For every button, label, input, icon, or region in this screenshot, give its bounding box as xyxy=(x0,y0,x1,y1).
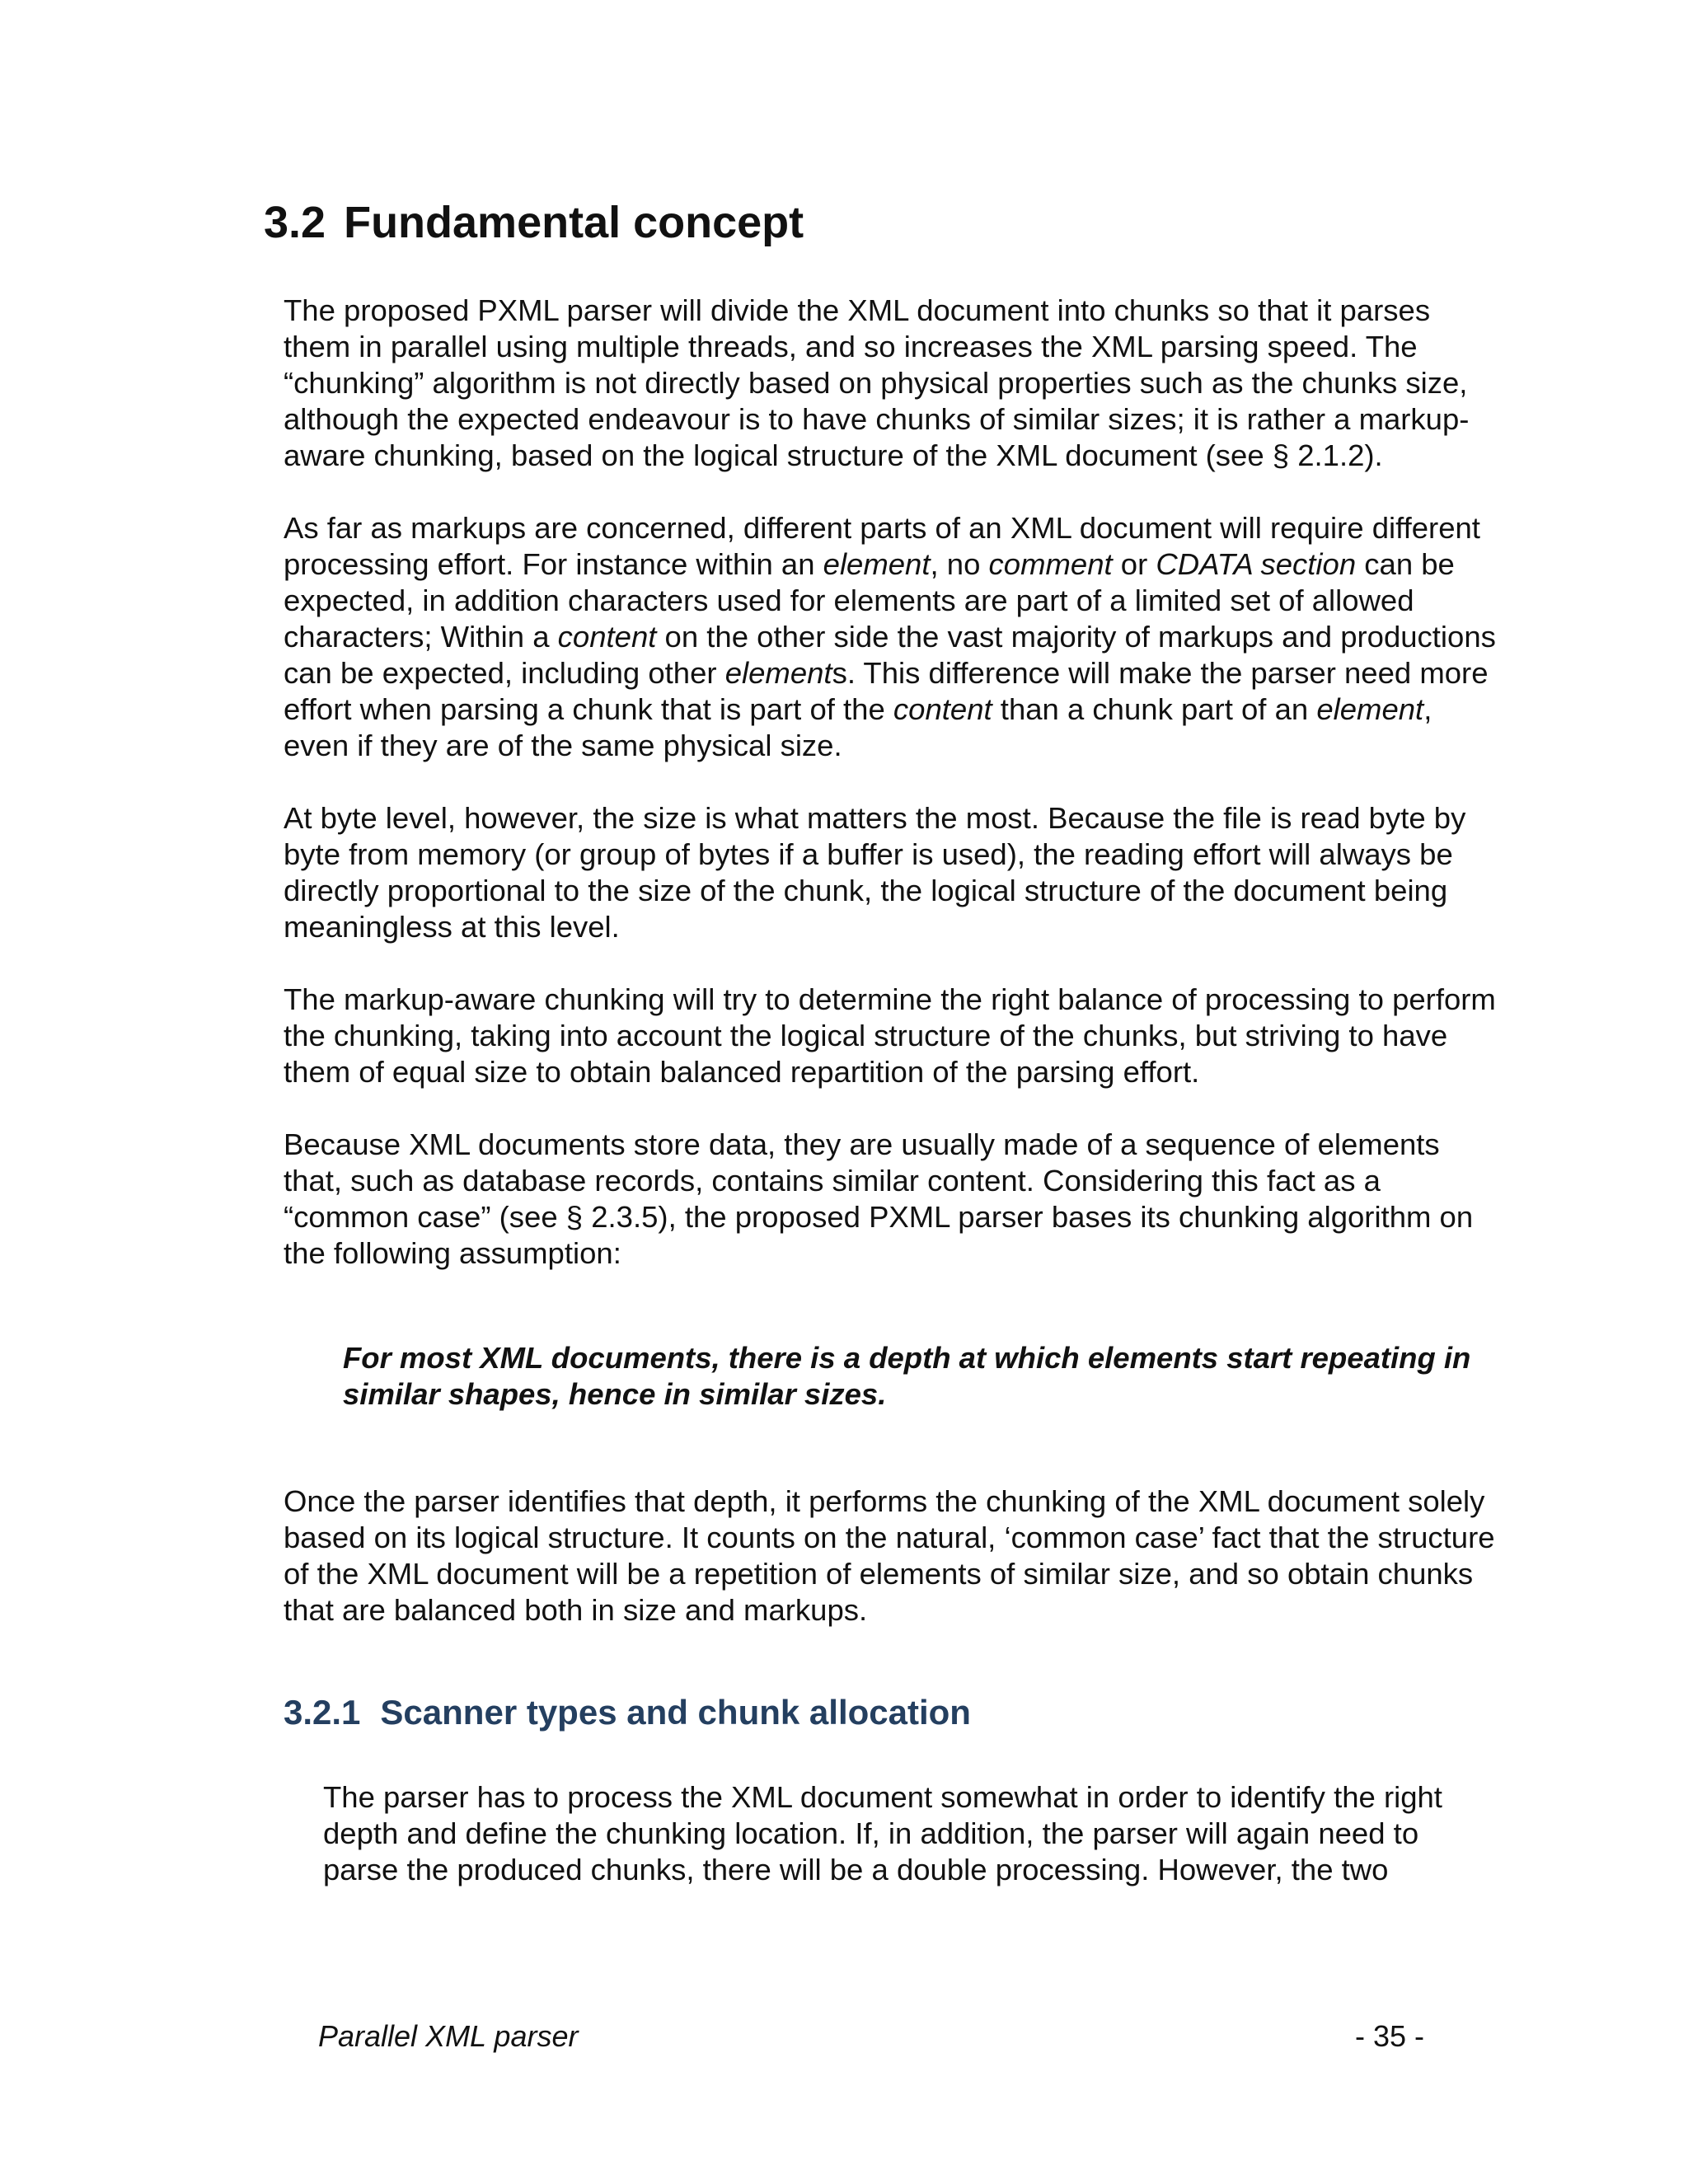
text-run: , even if they are of the same physical size. xyxy=(284,692,1432,762)
emphasis-element: element xyxy=(1316,692,1424,726)
paragraph-markup-effort xyxy=(284,510,1503,764)
section-body-continued xyxy=(284,1483,1503,1629)
subsection-heading xyxy=(284,1691,971,1734)
section-heading xyxy=(264,196,804,249)
section-body xyxy=(284,293,1503,1272)
text-run: s. This difference will make the parser need more effort when parsing a chunk that is part of the xyxy=(284,656,1489,726)
text-run: can be expected, in addition characters used for elements are part of a limited set of allowed characters; Within a xyxy=(284,547,1455,654)
section-number: 3.2 xyxy=(264,198,326,247)
paragraph-common-case: Because XML documents store data, they are usually made of a sequence of elements that, such as database records, contains similar content. Considering this fact as a “common case” (see § 2.3.5), the proposed PXML parser bases its chunking algorithm on the following assumption: xyxy=(284,1127,1474,1270)
subsection-number: 3.2.1 xyxy=(284,1693,361,1732)
section-title: Fundamental concept xyxy=(344,198,804,247)
text-run: , no xyxy=(930,547,989,581)
footer-document-title: Parallel XML parser xyxy=(318,2019,579,2053)
emphasis-content: content xyxy=(557,620,657,654)
emphasis-cdata-section: CDATA section xyxy=(1156,547,1357,581)
paragraph-markup-aware-chunking: The markup-aware chunking will try to determine the right balance of processing to perform the chunking, taking into account the logical structure of the chunks, but striving to have them of equal size to obtain balanced repartition of the parsing effort. xyxy=(284,982,1496,1089)
text-run: than a chunk part of an xyxy=(992,692,1317,726)
emphasis-element: element xyxy=(724,656,832,690)
paragraph-depth-chunking: Once the parser identifies that depth, it performs the chunking of the XML document solely based on its logical structure. It counts on the natural, ‘common case’ fact that the structure of the XML document will be a repetition of elements of similar size, and so obtain chunks that are balanced both in size and markups. xyxy=(284,1484,1495,1627)
subsection-title: Scanner types and chunk allocation xyxy=(380,1693,971,1732)
emphasis-comment: comment xyxy=(988,547,1113,581)
subsection-body xyxy=(323,1779,1477,1888)
emphasis-element: element xyxy=(823,547,931,581)
assumption-statement: For most XML documents, there is a depth at which elements start repeating in similar shapes, hence in similar sizes. xyxy=(343,1341,1471,1411)
text-run: or xyxy=(1112,547,1156,581)
text-run: on the other side the vast majority of markups and productions can be expected, including other xyxy=(284,620,1496,690)
paragraph-byte-level: At byte level, however, the size is what matters the most. Because the file is read byte by byte from memory (or group of bytes if a buffer is used), the reading effort will always be directly proportional to the size of the chunk, the logical structure of the document being meaningless at this level. xyxy=(284,801,1466,944)
emphasis-content: content xyxy=(893,692,992,726)
text-run: As far as markups are concerned, different parts of an XML document will require different processing effort. For instance within an xyxy=(284,511,1480,581)
paragraph-double-processing: The parser has to process the XML document somewhat in order to identify the right depth and define the chunking location. If, in addition, the parser will again need to parse the produced chunks, there will be a double processing. However, the two xyxy=(323,1780,1442,1886)
paragraph-chunking-overview: The proposed PXML parser will divide the XML document into chunks so that it parses them in parallel using multiple threads, and so increases the XML parsing speed. The “chunking” algorithm is not directly based on physical properties such as the chunks size, although the expected endeavour is to have chunks of similar sizes; it is rather a markup-aware chunking, based on the logical structure of the XML document (see § 2.1.2). xyxy=(284,293,1470,472)
footer-page-number: - 35 - xyxy=(1355,2019,1425,2053)
